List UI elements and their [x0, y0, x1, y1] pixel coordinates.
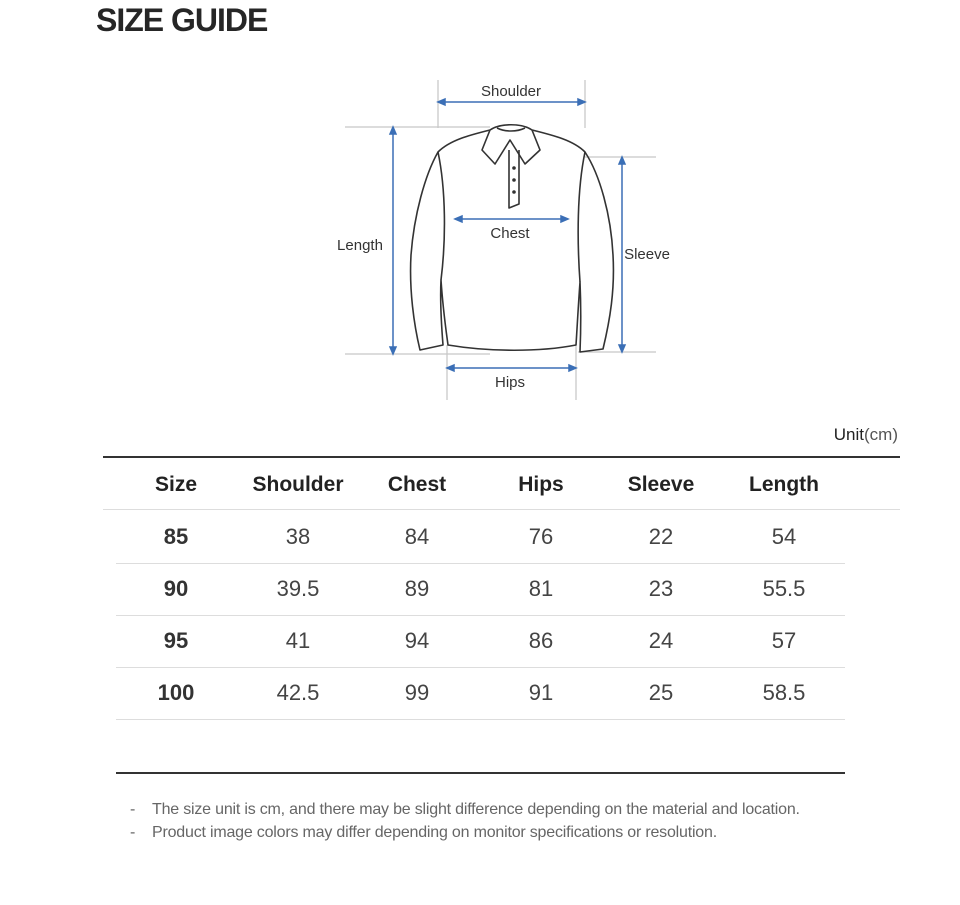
cell-sleeve: 24 [648, 628, 674, 653]
cell-sleeve: 25 [648, 680, 674, 705]
cell-sleeve: 23 [648, 576, 674, 601]
note-text: Product image colors may differ depending on monitor specifications or resolution. [152, 824, 717, 841]
cell-chest: 84 [404, 524, 430, 549]
label-chest: Chest [490, 225, 530, 242]
cell-sleeve: 22 [648, 524, 674, 549]
cell-length: 54 [771, 524, 797, 549]
header-divider [103, 509, 900, 510]
table-top-rule [103, 456, 900, 458]
cell-shoulder: 41 [285, 628, 311, 653]
cell-hips: 86 [528, 628, 554, 653]
cell-size: 95 [163, 628, 189, 653]
column-header-shoulder: Shoulder [252, 473, 344, 496]
cell-length: 55.5 [762, 576, 806, 601]
column-header-chest: Chest [387, 473, 447, 496]
note-item [130, 798, 800, 821]
cell-chest: 94 [404, 628, 430, 653]
label-sleeve: Sleeve [624, 246, 670, 263]
label-length: Length [337, 237, 383, 254]
column-header-sleeve: Sleeve [627, 473, 695, 496]
note-marker: - [130, 824, 136, 841]
cell-hips: 91 [528, 680, 554, 705]
unit-label: Unit [833, 425, 865, 444]
table-row [0, 615, 960, 667]
note-item [130, 821, 800, 844]
cell-length: 57 [771, 628, 797, 653]
column-header-size: Size [154, 473, 198, 496]
cell-chest: 89 [404, 576, 430, 601]
label-hips: Hips [494, 374, 526, 391]
cell-hips: 81 [528, 576, 554, 601]
cell-size: 85 [163, 524, 189, 549]
row-divider [116, 719, 845, 720]
shirt-measurement-diagram [0, 0, 960, 420]
table-header-row [0, 459, 960, 511]
cell-shoulder: 42.5 [276, 680, 320, 705]
notes [130, 798, 800, 844]
placket-buttons [512, 166, 516, 194]
label-shoulder: Shoulder [480, 83, 542, 100]
cell-size: 90 [163, 576, 189, 601]
table-row [0, 667, 960, 719]
cell-shoulder: 39.5 [276, 576, 320, 601]
cell-hips: 76 [528, 524, 554, 549]
unit-indicator [834, 425, 898, 445]
column-header-length: Length [749, 473, 819, 496]
table-bottom-rule [116, 772, 845, 774]
cell-size: 100 [157, 680, 195, 705]
column-header-hips: Hips [518, 473, 564, 496]
table-row [0, 563, 960, 615]
note-text: The size unit is cm, and there may be slight difference depending on the material and location. [152, 801, 800, 818]
table-row [0, 511, 960, 563]
page-title: SIZE GUIDE [96, 2, 268, 38]
cell-chest: 99 [404, 680, 430, 705]
cell-shoulder: 38 [285, 524, 311, 549]
unit-value: (cm) [864, 425, 898, 444]
note-marker: - [130, 801, 136, 818]
cell-length: 58.5 [762, 680, 806, 705]
